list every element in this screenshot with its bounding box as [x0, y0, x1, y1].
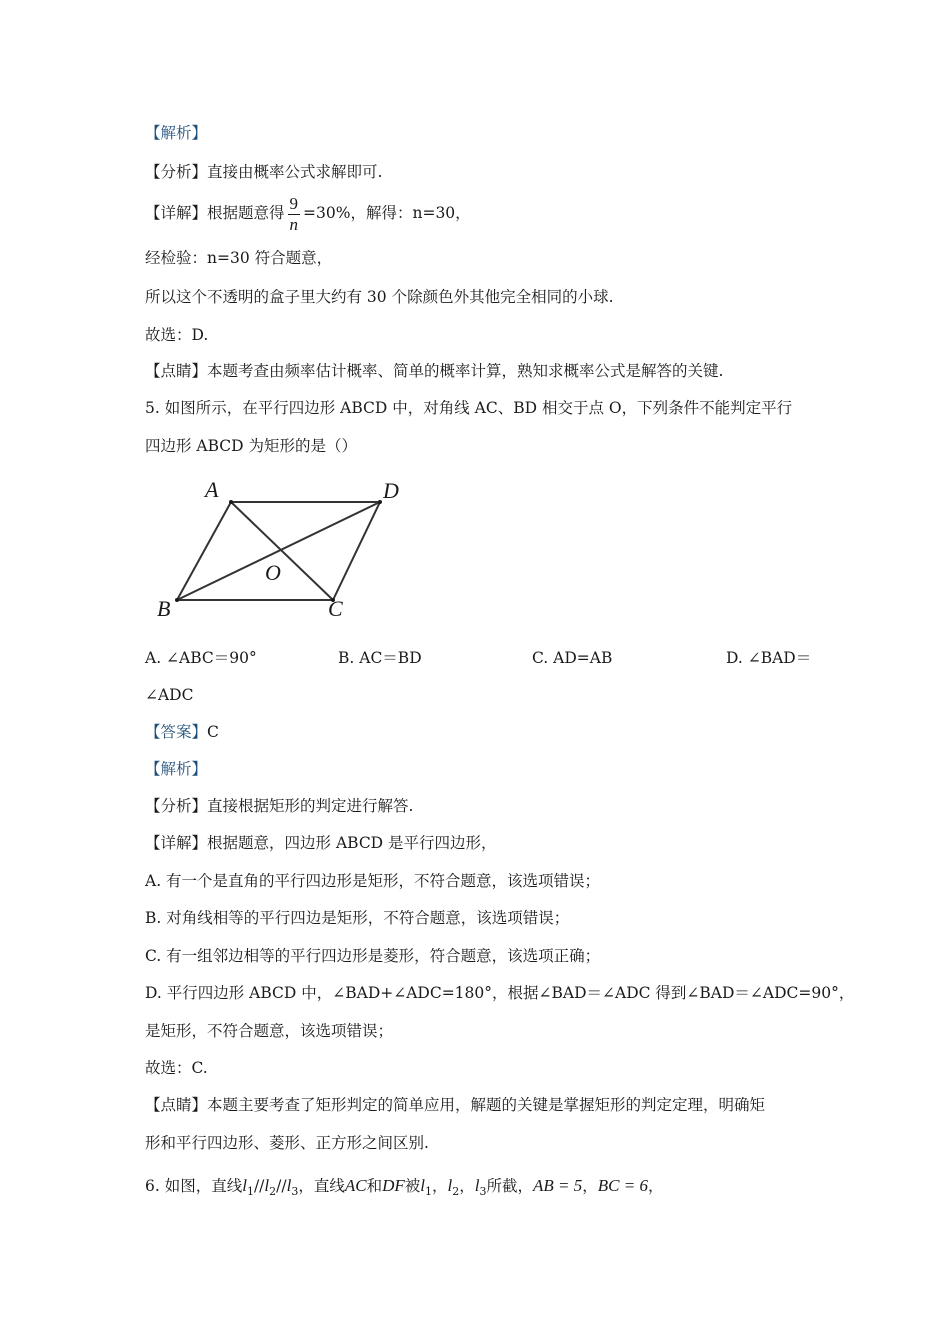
fraction-denominator: n: [289, 214, 299, 234]
parallel-sign-1: //: [253, 1177, 265, 1195]
answer-value: C: [207, 723, 219, 741]
diagonal-bd: [177, 502, 380, 600]
fenxi-text: 直接根据矩形的判定进行解答.: [207, 797, 414, 815]
l3-sub: 3: [291, 1185, 299, 1199]
parallel-sign-2: //: [276, 1177, 287, 1195]
q6-comma-1: ，: [432, 1177, 448, 1195]
q4-xiangjie: [145, 193, 471, 235]
q6-stem: [145, 1176, 664, 1202]
l2b-letter: l: [447, 1176, 453, 1195]
q6-end: ，: [648, 1177, 664, 1195]
q5-guxuan: 故选：C.: [145, 1059, 208, 1077]
q4-fenxi: [145, 162, 382, 182]
fenxi-text: 直接由概率公式求解即可.: [207, 163, 383, 181]
diagonal-ac: [231, 502, 333, 600]
l3b-sub: 3: [479, 1185, 487, 1199]
q5-stem-line1: 5. 如图所示，在平行四边形 ABCD 中，对角线 AC、BD 相交于点 O，下列条件不能判定平行: [145, 399, 793, 417]
q5-line-b: B. 对角线相等的平行四边是矩形，不符合题意，该选项错误；: [145, 909, 570, 927]
q6-comma-3: ，: [582, 1177, 598, 1195]
l1-sub: 1: [246, 1185, 254, 1199]
parallelogram-figure: [145, 470, 420, 625]
q5-line-d1: D. 平行四边形 ABCD 中，∠BAD+∠ADC=180°，根据∠BAD＝∠ADC 得到∠BAD＝∠ADC=90°，: [145, 984, 855, 1002]
xiangjie-tag: 【详解】: [145, 204, 208, 222]
option-d: D. ∠BAD＝: [726, 649, 812, 667]
q4-guxuan: 故选：D.: [145, 326, 209, 344]
option-c: C. AD=AB: [532, 649, 613, 667]
q5-answer: [145, 722, 219, 742]
label-a: A: [205, 477, 219, 502]
jiexi-tag: 【解析】: [145, 760, 208, 778]
q6-suojie: 所截，: [486, 1177, 534, 1195]
q5-fenxi: [145, 796, 413, 816]
fraction-9-over-n: [288, 194, 301, 235]
l1b-sub: 1: [425, 1185, 433, 1199]
q6-comma-2: ，: [459, 1177, 475, 1195]
fraction-numerator: 9: [289, 193, 299, 213]
l2-sub: 2: [269, 1185, 277, 1199]
xiangjie-post: =30%，解得：n=30，: [303, 204, 471, 222]
bc-equals-6: BC = 6: [597, 1176, 648, 1195]
option-b: B. AC＝BD: [338, 649, 422, 667]
l1-letter: l: [242, 1176, 247, 1195]
xiangjie-tag: 【详解】: [145, 834, 208, 852]
xiangjie-text: 根据题意，四边形 ABCD 是平行四边形，: [207, 834, 497, 852]
dianjing-text: 本题考查由频率估计概率、简单的概率计算，熟知求概率公式是解答的关键.: [207, 362, 724, 380]
jiexi-tag: 【解析】: [145, 124, 208, 142]
dianjing-text: 本题主要考查了矩形判定的简单应用，解题的关键是掌握矩形的判定定理，明确矩: [207, 1096, 766, 1114]
dianjing-tag: 【点睛】: [145, 1096, 208, 1114]
q5-jiexi-header: [145, 759, 207, 779]
q5-line-c: C. 有一组邻边相等的平行四边形是菱形，符合题意，该选项正确；: [145, 947, 601, 965]
l2b-sub: 2: [452, 1185, 460, 1199]
q5-line-a: A. 有一个是直角的平行四边形是矩形，不符合题意，该选项错误；: [145, 872, 601, 890]
vertex-b-point: [175, 598, 179, 602]
ab-equals-5: AB = 5: [533, 1176, 583, 1195]
q5-dianjing-line2: 形和平行四边形、菱形、正方形之间区别.: [145, 1134, 429, 1152]
label-d: D: [383, 478, 399, 503]
label-o: O: [265, 560, 281, 585]
l3b-letter: l: [474, 1176, 480, 1195]
q4-conclusion: 所以这个不透明的盒子里大约有 30 个除颜色外其他完全相同的小球.: [145, 288, 614, 306]
q5-line-d2: 是矩形，不符合题意，该选项错误；: [145, 1022, 394, 1040]
l3-letter: l: [286, 1176, 292, 1195]
line-df: DF: [382, 1176, 405, 1195]
vertex-d-point: [378, 500, 382, 504]
vertex-a-point: [229, 500, 233, 504]
q4-dianjing: [145, 361, 723, 381]
answer-tag: 【答案】: [145, 723, 208, 741]
q6-p1: 6. 如图，直线: [145, 1177, 243, 1195]
option-d-cont: ∠ADC: [145, 686, 194, 704]
label-c: C: [328, 596, 343, 621]
q5-stem-line2: 四边形 ABCD 为矩形的是（）: [145, 437, 358, 455]
q5-dianjing-line1: [145, 1095, 765, 1115]
q4-check: 经检验：n=30 符合题意，: [145, 249, 333, 267]
label-b: B: [157, 596, 171, 621]
q6-bei: 被: [404, 1177, 421, 1195]
q4-jiexi-header: [145, 123, 207, 143]
l2-letter: l: [264, 1176, 270, 1195]
line-ac: AC: [344, 1176, 367, 1195]
option-a: A. ∠ABC＝90°: [145, 649, 257, 667]
dianjing-tag: 【点睛】: [145, 362, 208, 380]
l1b-letter: l: [420, 1176, 426, 1195]
q5-xiangjie: [145, 833, 497, 853]
fenxi-tag: 【分析】: [145, 163, 208, 181]
q6-p2: ，直线: [298, 1177, 345, 1195]
xiangjie-pre: 根据题意得: [207, 204, 285, 222]
fenxi-tag: 【分析】: [145, 797, 208, 815]
q6-he: 和: [366, 1177, 383, 1195]
